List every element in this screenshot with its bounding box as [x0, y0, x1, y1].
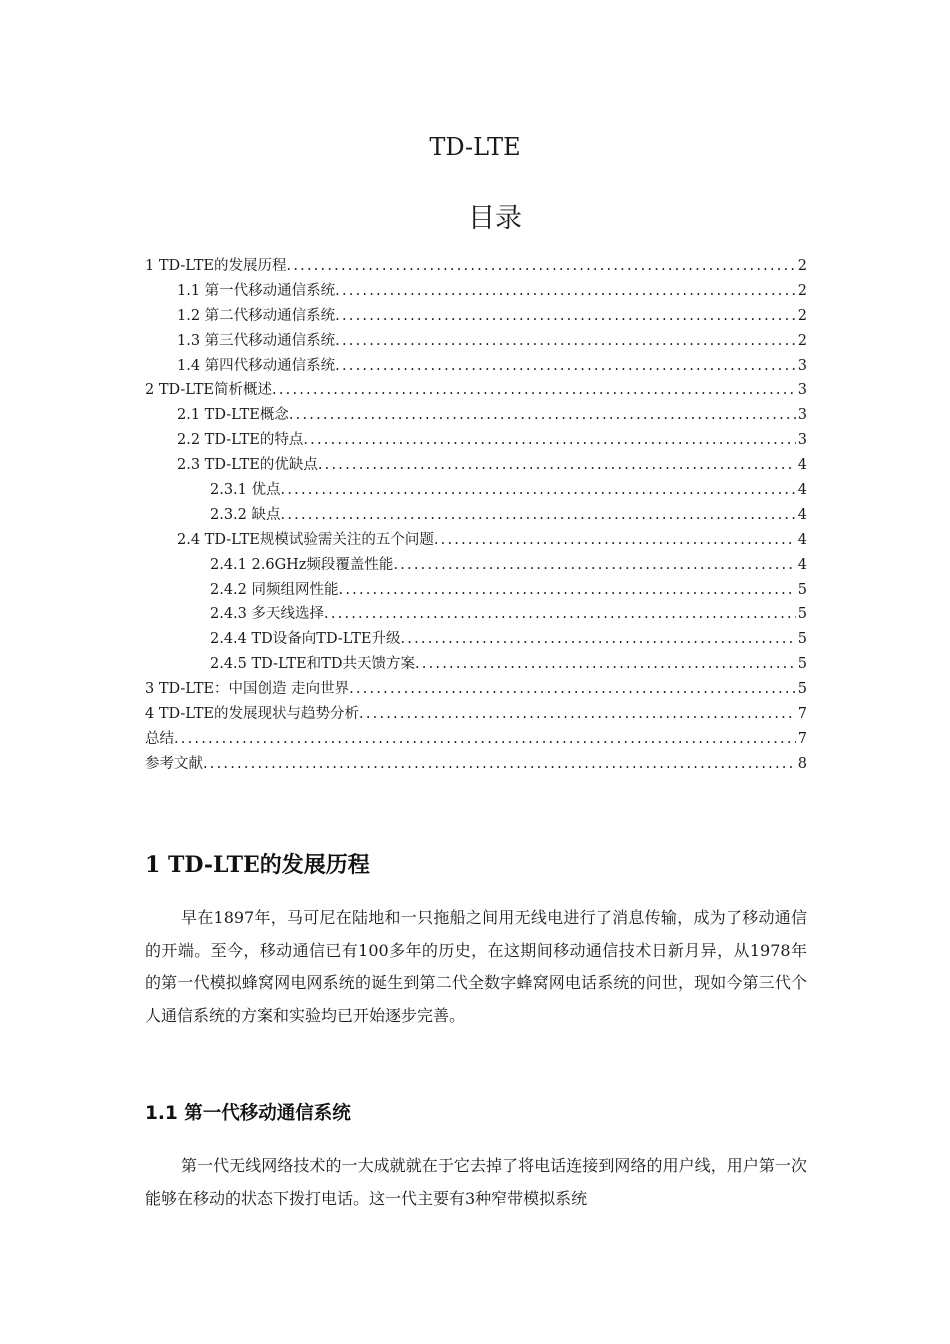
- toc-entry[interactable]: [145, 752, 807, 777]
- toc-leader-dots: [400, 627, 795, 652]
- toc-entry-title: 2.4.4 TD设备向TD-LTE升级: [210, 631, 401, 648]
- toc-entry[interactable]: [145, 304, 807, 329]
- toc-leader-dots: [335, 354, 796, 379]
- toc-page-number: 5: [797, 656, 807, 673]
- toc-leader-dots: [281, 478, 796, 503]
- section-1-paragraph: 早在1897年，马可尼在陆地和一只拖船之间用无线电进行了消息传输，成为了移动通信的开端。至今，移动通信已有100多年的历史，在这期间移动通信技术日新月异，从1978年的第一代模拟蜂窝网电网系统的诞生到第二代全数字蜂窝网电话系统的问世，现如今第三代个人通信系统的方案和实验均已开始逐步完善。: [145, 908, 807, 1025]
- toc-entry[interactable]: [145, 329, 807, 354]
- toc-entry[interactable]: [145, 279, 807, 304]
- toc-entry[interactable]: [145, 503, 807, 528]
- toc-page-number: 5: [797, 631, 807, 648]
- toc-leader-dots: [335, 279, 796, 304]
- toc-leader-dots: [393, 553, 795, 578]
- toc-page-number: 3: [797, 407, 807, 424]
- section-heading-1: 1 TD-LTE的发展历程: [145, 852, 370, 878]
- toc-page-number: 2: [797, 282, 807, 299]
- toc-entry-title: 2.3.1 优点: [210, 482, 281, 499]
- section-1-1-paragraph: 第一代无线网络技术的一大成就就在于它去掉了将电话连接到网络的用户线，用户第一次能够在移动的状态下拨打电话。这一代主要有3种窄带模拟系统: [145, 1156, 807, 1208]
- toc-entry-title: 2.1 TD-LTE概念: [177, 407, 289, 424]
- document-title: TD-LTE: [429, 133, 521, 161]
- toc-entry-title: 2.4 TD-LTE规模试验需关注的五个问题: [177, 531, 434, 548]
- toc-leader-dots: [289, 403, 796, 428]
- toc-entry-title: 2.2 TD-LTE的特点: [177, 432, 304, 449]
- toc-page-number: 7: [797, 706, 807, 723]
- toc-entry-title: 参考文献: [145, 755, 203, 772]
- toc-entry[interactable]: [145, 528, 807, 553]
- toc-page-number: 4: [797, 482, 807, 499]
- toc-entry-title: 1.1 第一代移动通信系统: [177, 282, 336, 299]
- toc-page-number: 5: [797, 606, 807, 623]
- toc-entry[interactable]: [145, 254, 807, 279]
- toc-entry-title: 1.3 第三代移动通信系统: [177, 332, 336, 349]
- toc-page-number: 5: [797, 681, 807, 698]
- toc-heading: 目录: [468, 203, 522, 234]
- table-of-contents: [145, 254, 807, 777]
- toc-entry[interactable]: [145, 602, 807, 627]
- toc-leader-dots: [415, 652, 796, 677]
- toc-leader-dots: [303, 428, 795, 453]
- toc-entry[interactable]: [145, 702, 807, 727]
- toc-entry-title: 2.4.2 同频组网性能: [210, 581, 339, 598]
- toc-entry[interactable]: [145, 453, 807, 478]
- section-heading-1-1: 1.1 第一代移动通信系统: [145, 1103, 351, 1124]
- toc-leader-dots: [335, 329, 796, 354]
- toc-page-number: 4: [797, 556, 807, 573]
- toc-entry[interactable]: [145, 478, 807, 503]
- toc-entry[interactable]: [145, 652, 807, 677]
- toc-page-number: 7: [797, 730, 807, 747]
- toc-entry-title: 3 TD-LTE：中国创造 走向世界: [145, 681, 350, 698]
- toc-entry[interactable]: [145, 378, 807, 403]
- toc-page-number: 2: [797, 307, 807, 324]
- toc-leader-dots: [203, 752, 796, 777]
- toc-leader-dots: [324, 602, 796, 627]
- toc-page-number: 3: [797, 432, 807, 449]
- toc-entry[interactable]: [145, 627, 807, 652]
- toc-page-number: 5: [797, 581, 807, 598]
- toc-leader-dots: [318, 453, 796, 478]
- toc-entry[interactable]: [145, 553, 807, 578]
- toc-page-number: 2: [797, 258, 807, 274]
- toc-leader-dots: [434, 528, 796, 553]
- toc-leader-dots: [359, 702, 796, 727]
- toc-entry-title: 2.4.5 TD-LTE和TD共天馈方案: [210, 656, 415, 673]
- toc-entry-title: 2.3 TD-LTE的优缺点: [177, 457, 318, 474]
- toc-entry-title: 1.2 第二代移动通信系统: [177, 307, 336, 324]
- toc-entry[interactable]: [145, 578, 807, 603]
- toc-entry-title: 2.4.3 多天线选择: [210, 606, 325, 623]
- toc-entry[interactable]: [145, 354, 807, 379]
- toc-leader-dots: [349, 677, 796, 702]
- toc-entry-title: 4 TD-LTE的发展现状与趋势分析: [145, 706, 360, 723]
- toc-entry-title: 1.4 第四代移动通信系统: [177, 357, 336, 374]
- toc-entry[interactable]: [145, 677, 807, 702]
- toc-entry-title: 1 TD-LTE的发展历程: [145, 258, 287, 274]
- toc-entry[interactable]: [145, 428, 807, 453]
- toc-entry[interactable]: [145, 403, 807, 428]
- toc-leader-dots: [174, 727, 796, 752]
- toc-leader-dots: [339, 578, 796, 603]
- toc-page-number: 4: [797, 506, 807, 523]
- toc-leader-dots: [272, 378, 796, 403]
- toc-page-number: 3: [797, 357, 807, 374]
- toc-page-number: 4: [797, 457, 807, 474]
- toc-page-number: 8: [797, 755, 807, 772]
- toc-entry-title: 2.4.1 2.6GHz频段覆盖性能: [210, 556, 394, 573]
- toc-entry-title: 2 TD-LTE简析概述: [145, 382, 273, 399]
- toc-leader-dots: [335, 304, 796, 329]
- toc-page-number: 3: [797, 382, 807, 399]
- toc-entry[interactable]: [145, 727, 807, 752]
- toc-entry-title: 2.3.2 缺点: [210, 506, 281, 523]
- toc-entry-title: 总结: [145, 730, 174, 747]
- toc-page-number: 4: [797, 531, 807, 548]
- toc-leader-dots: [281, 503, 796, 528]
- toc-leader-dots: [287, 254, 796, 279]
- toc-page-number: 2: [797, 332, 807, 349]
